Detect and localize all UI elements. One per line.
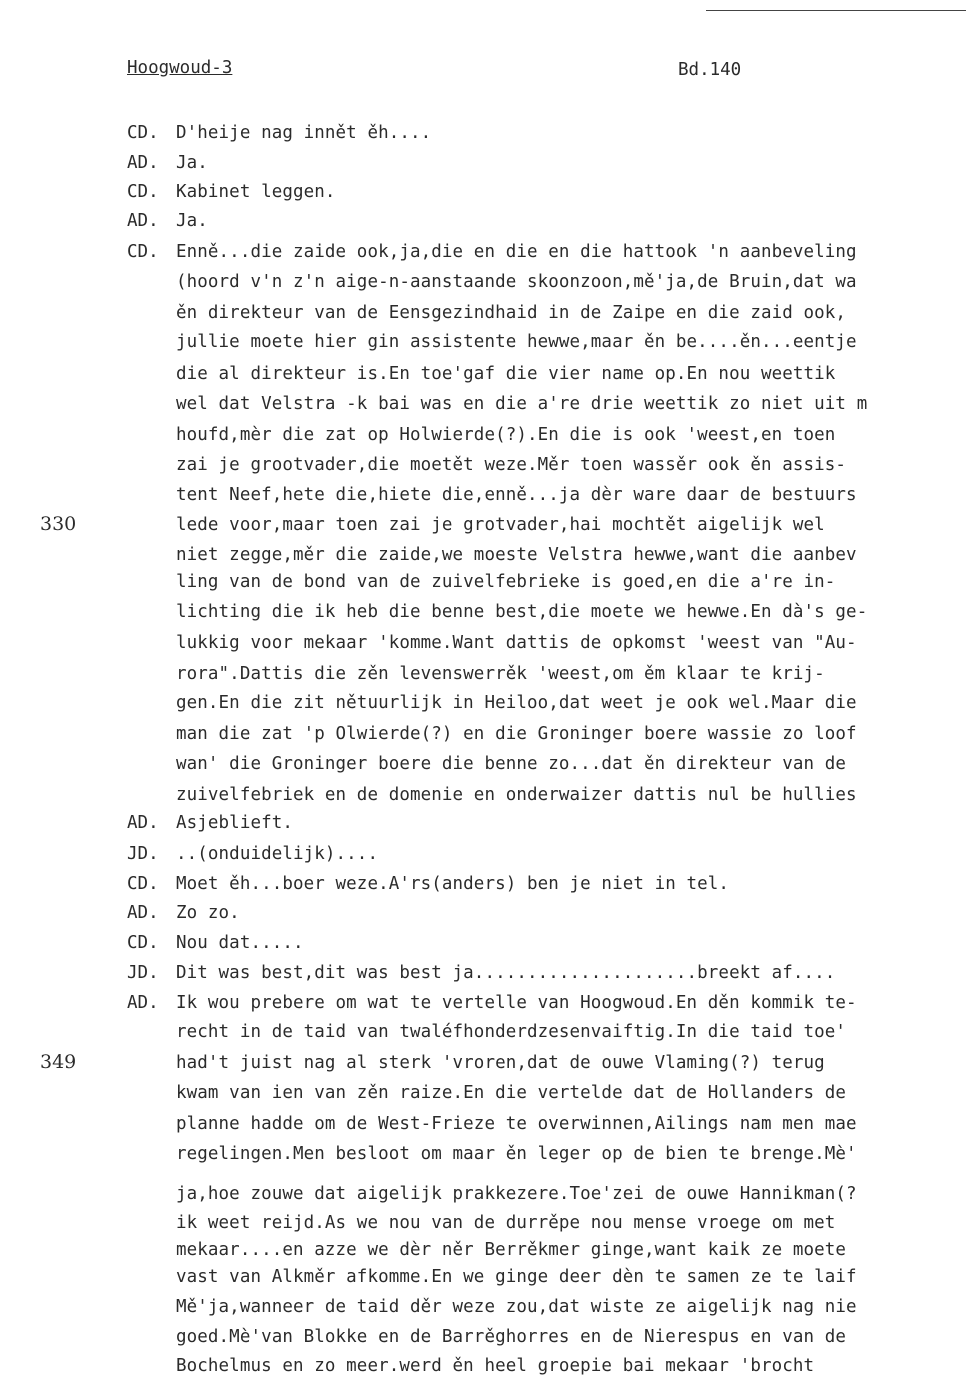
- transcript-line: Moet ěh...boer weze.A'rs(anders) ben je niet in tel.: [176, 874, 730, 894]
- transcript-line: zuivelfebriek en de domenie en onderwaizer dattis nul be hullies: [176, 785, 857, 805]
- transcript-line: zai je grootvader,die moetět weze.Měr toen wassěr ook ěn assis-: [176, 455, 847, 475]
- transcript-line: lukkig voor mekaar 'komme.Want dattis de opkomst 'weest van "Au-: [176, 633, 857, 653]
- page-number: Bd.140: [678, 60, 742, 80]
- transcript-line: jullie moete hier gin assistente hewwe,maar ěn be....ěn...eentje: [176, 332, 857, 352]
- transcript-line: die al direkteur is.En toe'gaf die vier name op.En nou weettik: [176, 364, 836, 384]
- transcript-line: vast van Alkměr afkomme.En we ginge deer dèn te samen ze te laif: [176, 1267, 857, 1287]
- transcript-line: Bochelmus en zo meer.werd ěn heel groepie bai mekaar 'brocht: [176, 1356, 815, 1376]
- transcript-line: kwam van ien van zěn raize.En die vertelde dat de Hollanders de: [176, 1083, 847, 1103]
- transcript-line: planne hadde om de West-Frieze te overwinnen,Ailings nam men mae: [176, 1114, 857, 1134]
- transcript-line: wel dat Velstra -k bai was en die a're drie weettik zo niet uit m: [176, 394, 868, 414]
- speaker-label: CD.: [127, 123, 159, 143]
- speaker-label: CD.: [127, 182, 159, 202]
- transcript-line: tent Neef,hete die,hiete die,enně...ja dèr ware daar de bestuurs: [176, 485, 857, 505]
- speaker-label: CD.: [127, 933, 159, 953]
- transcript-line: Ik wou prebere om wat te vertelle van Hoogwoud.En děn kommik te-: [176, 993, 857, 1013]
- speaker-label: AD.: [127, 153, 159, 173]
- transcript-line: houfd,mèr die zat op Holwierde(?).En die is ook 'weest,en toen: [176, 425, 836, 445]
- top-rule: [706, 10, 966, 11]
- margin-number: 349: [40, 1051, 77, 1073]
- transcript-line: Mě'ja,wanneer de taid děr weze zou,dat wiste ze aigelijk nag nie: [176, 1297, 857, 1317]
- speaker-label: AD.: [127, 813, 159, 833]
- transcript-line: Asjeblieft.: [176, 813, 293, 833]
- transcript-line: ..(onduidelijk)....: [176, 844, 379, 864]
- transcript-line: goed.Mè'van Blokke en de Barrěghorres en de Nierespus en van de: [176, 1327, 847, 1347]
- transcript-line: ěn direkteur van de Eensgezindhaid in de Zaipe en die zaid ook,: [176, 303, 847, 323]
- transcript-line: mekaar....en azze we dèr něr Berrěkmer ginge,want kaik ze moete: [176, 1240, 847, 1260]
- transcript-line: ling van de bond van de zuivelfebrieke is goed,en die a're in-: [176, 572, 836, 592]
- transcript-line: recht in de taid van twaléfhonderdzesenvaiftig.In die taid toe': [176, 1022, 847, 1042]
- speaker-label: AD.: [127, 993, 159, 1013]
- transcript-line: wan' die Groninger boere die benne zo...dat ěn direkteur van de: [176, 754, 847, 774]
- transcript-line: Kabinet leggen.: [176, 182, 336, 202]
- transcript-line: Enně...die zaide ook,ja,die en die en die hattook 'n aanbeveling: [176, 242, 857, 262]
- transcript-line: ja,hoe zouwe dat aigelijk prakkezere.Toe'zei de ouwe Hannikman(?: [176, 1184, 857, 1204]
- document-title: Hoogwoud-3: [127, 58, 233, 78]
- transcript-line: lichting die ik heb die benne best,die moete we hewwe.En dà's ge-: [176, 602, 868, 622]
- transcript-line: man die zat 'p Olwierde(?) en die Groninger boere wassie zo loof: [176, 724, 857, 744]
- transcript-line: Dit was best,dit was best ja.....................breekt af....: [176, 963, 836, 983]
- transcript-line: ik weet reijd.As we nou van de durrěpe nou mense vroege om met: [176, 1213, 836, 1233]
- speaker-label: JD.: [127, 844, 159, 864]
- transcript-line: Ja.: [176, 211, 208, 231]
- transcript-line: Zo zo.: [176, 903, 240, 923]
- transcript-line: Nou dat.....: [176, 933, 304, 953]
- transcript-line: had't juist nag al sterk 'vroren,dat de ouwe Vlaming(?) terug: [176, 1053, 825, 1073]
- transcript-line: regelingen.Men besloot om maar ěn leger op de bien te brenge.Mè': [176, 1144, 857, 1164]
- speaker-label: AD.: [127, 903, 159, 923]
- speaker-label: AD.: [127, 211, 159, 231]
- speaker-label: CD.: [127, 242, 159, 262]
- transcript-line: gen.En die zit nětuurlijk in Heiloo,dat weet je ook wel.Maar die: [176, 693, 857, 713]
- transcript-line: (hoord v'n z'n aige-n-aanstaande skoonzoon,mě'ja,de Bruin,dat wa: [176, 272, 857, 292]
- margin-number: 330: [40, 513, 77, 535]
- transcript-line: niet zegge,měr die zaide,we moeste Velstra hewwe,want die aanbev: [176, 545, 857, 565]
- transcript-line: rora".Dattis die zěn levenswerrěk 'weest,om ěm klaar te krij-: [176, 664, 825, 684]
- transcript-line: lede voor,maar toen zai je grotvader,hai mochtět aigelijk wel: [176, 515, 825, 535]
- speaker-label: CD.: [127, 874, 159, 894]
- speaker-label: JD.: [127, 963, 159, 983]
- transcript-line: D'heije nag innět ěh....: [176, 123, 432, 143]
- transcript-line: Ja.: [176, 153, 208, 173]
